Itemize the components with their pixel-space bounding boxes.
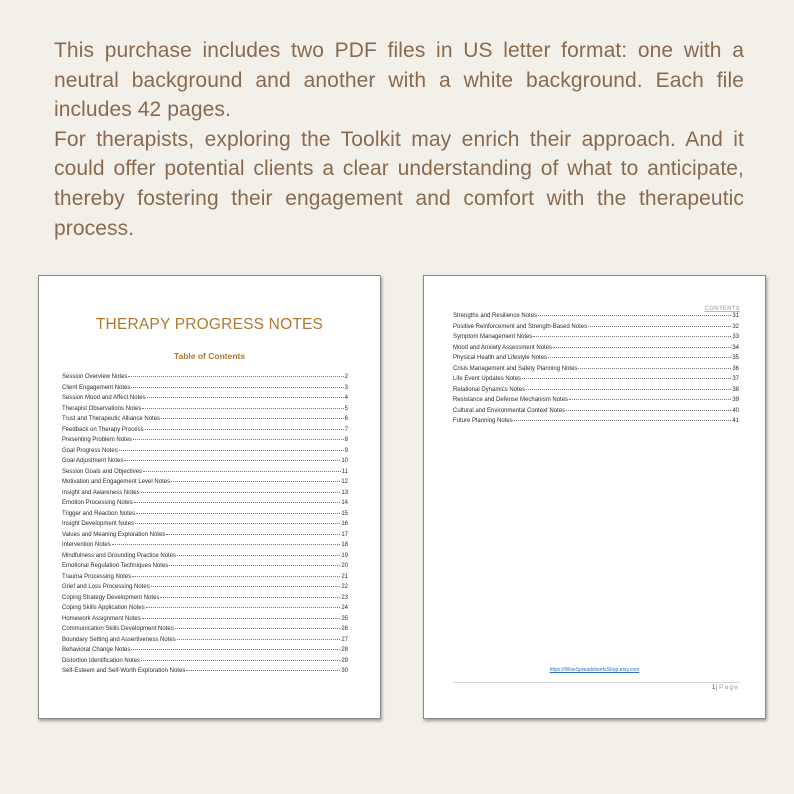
toc-dot-leader xyxy=(175,628,341,629)
toc-entry-page: 16 xyxy=(341,521,348,527)
toc-dot-leader xyxy=(142,408,343,409)
toc-entry-page: 20 xyxy=(341,563,348,569)
toc-entry-page: 15 xyxy=(341,510,348,517)
toc-entry-page: 35 xyxy=(732,355,739,361)
toc-entry-page: 40 xyxy=(732,407,739,414)
toc-entry-title: Boundary Setting and Assertiveness Notes xyxy=(62,636,176,643)
page-number-separator: | xyxy=(715,684,718,691)
toc-entry-title: Behavioral Change Notes xyxy=(62,647,131,653)
shop-link[interactable]: https://WiseSpreadsheetsShop.etsy.com xyxy=(549,667,640,673)
toc-entry[interactable] xyxy=(62,521,348,532)
toc-entry-page: 7 xyxy=(344,426,348,433)
toc-entry-page: 22 xyxy=(341,584,348,590)
toc-dot-leader xyxy=(145,429,344,430)
toc-entry-title: Goal Progress Notes xyxy=(62,447,118,454)
toc-dot-leader xyxy=(141,492,341,493)
toc-entry-page: 21 xyxy=(341,573,348,580)
toc-entry-page: 8 xyxy=(344,437,348,443)
toc-entry[interactable] xyxy=(62,616,348,627)
toc-entry[interactable] xyxy=(453,313,739,324)
toc-dot-leader xyxy=(135,523,340,524)
toc-entry-title: Emotional Regulation Techniques Notes xyxy=(62,563,169,569)
toc-entry-page: 32 xyxy=(732,323,739,330)
toc-dot-leader xyxy=(134,502,341,503)
toc-dot-leader xyxy=(160,597,340,598)
toc-entry-title: Goal Adjustment Notes xyxy=(62,458,124,464)
toc-dot-leader xyxy=(147,397,344,398)
toc-entry[interactable] xyxy=(62,626,348,637)
toc-entry-page: 10 xyxy=(341,458,348,464)
page-number-value: 1 xyxy=(711,684,716,691)
toc-entry-page: 9 xyxy=(344,447,348,454)
toc-dot-leader xyxy=(177,639,341,640)
toc-entry-title: Mood and Anxiety Assessment Notes xyxy=(453,344,553,351)
toc-dot-leader xyxy=(124,460,340,461)
toc-entry-page: 24 xyxy=(341,605,348,611)
toc-entry-title: Emotion Processing Notes xyxy=(62,500,133,506)
toc-entry-page: 4 xyxy=(344,395,348,401)
toc-entry[interactable] xyxy=(62,395,348,406)
toc-entry-page: 17 xyxy=(341,531,348,538)
toc-entry-page: 13 xyxy=(341,489,348,496)
toc-dot-leader xyxy=(141,660,340,661)
toc-entry[interactable] xyxy=(62,458,348,469)
toc-entry-title: Session Mood and Affect Notes xyxy=(62,395,146,401)
toc-entry[interactable] xyxy=(453,355,739,366)
toc-dot-leader xyxy=(514,420,732,421)
toc-entry[interactable] xyxy=(453,345,739,356)
toc-entry-title: Therapist Observations Notes xyxy=(62,405,142,412)
toc-dot-leader xyxy=(136,513,340,514)
toc-entry-title: Life Event Updates Notes xyxy=(453,376,522,382)
toc-entry[interactable] xyxy=(453,366,739,377)
toc-entry-page: 18 xyxy=(341,542,348,548)
toc-dot-leader xyxy=(131,387,343,388)
toc-entry[interactable] xyxy=(62,553,348,564)
toc-dot-leader xyxy=(112,544,341,545)
toc-entry-page: 41 xyxy=(732,418,739,424)
contents-label: CONTENTS xyxy=(704,306,740,312)
toc-entry[interactable] xyxy=(62,437,348,448)
toc-entry-page: 14 xyxy=(341,500,348,506)
toc-entry[interactable] xyxy=(62,448,348,459)
toc-entry-page: 28 xyxy=(341,647,348,653)
toc-entry[interactable] xyxy=(62,605,348,616)
toc-entry-title: Resistance and Defense Mechanism Notes xyxy=(453,397,569,403)
toc-entry-title: Insight and Awareness Notes xyxy=(62,489,140,496)
toc-list-left xyxy=(62,374,348,679)
toc-entry-title: Insight Development Notes xyxy=(62,521,135,527)
toc-dot-leader xyxy=(569,399,731,400)
toc-entry-title: Relational Dynamics Notes xyxy=(453,386,526,393)
toc-entry-page: 25 xyxy=(341,615,348,622)
toc-entry-page: 2 xyxy=(344,374,348,380)
toc-entry-title: Coping Skills Application Notes xyxy=(62,605,145,611)
toc-entry[interactable] xyxy=(62,406,348,417)
toc-entry-page: 12 xyxy=(341,479,348,485)
toc-entry[interactable] xyxy=(453,418,739,429)
toc-entry-page: 11 xyxy=(341,468,348,475)
toc-entry-page: 23 xyxy=(341,594,348,601)
toc-entry-title: Cultural and Environmental Context Notes xyxy=(453,407,566,414)
toc-entry[interactable] xyxy=(62,479,348,490)
toc-entry-title: Trigger and Reaction Notes xyxy=(62,510,136,517)
toc-dot-leader xyxy=(522,378,731,379)
toc-dot-leader xyxy=(566,410,731,411)
toc-entry-title: Client Engagement Notes xyxy=(62,384,131,391)
toc-entry[interactable] xyxy=(62,668,348,679)
toc-dot-leader xyxy=(131,649,340,650)
toc-entry[interactable] xyxy=(62,563,348,574)
toc-entry-page: 26 xyxy=(341,626,348,632)
toc-entry-title: Coping Strategy Development Notes xyxy=(62,594,160,601)
toc-entry[interactable] xyxy=(453,397,739,408)
toc-entry-page: 34 xyxy=(732,344,739,351)
toc-entry-title: Grief and Loss Processing Notes xyxy=(62,584,150,590)
toc-dot-leader xyxy=(142,618,341,619)
toc-entry[interactable] xyxy=(62,385,348,396)
toc-entry-title: Self-Esteem and Self-Worth Exploration Notes xyxy=(62,668,186,674)
toc-entry[interactable] xyxy=(62,416,348,427)
toc-entry-page: 29 xyxy=(341,657,348,664)
toc-entry-title: Distortion Identification Notes xyxy=(62,657,141,664)
toc-entry-page: 36 xyxy=(732,365,739,372)
intro-paragraph-1: This purchase includes two PDF files in US letter format: one with a neutral background and another with a white background. Each file includes 42 pages. xyxy=(54,39,744,122)
toc-entry-title: Strengths and Resilience Notes xyxy=(453,313,538,319)
toc-dot-leader xyxy=(161,418,344,419)
page-number xyxy=(712,684,739,691)
toc-entry-title: Motivation and Engagement Level Notes xyxy=(62,479,171,485)
toc-entry-page: 6 xyxy=(344,416,348,422)
toc-entry[interactable] xyxy=(62,637,348,648)
toc-entry-title: Trust and Therapeutic Alliance Notes xyxy=(62,416,161,422)
toc-entry[interactable] xyxy=(62,647,348,658)
toc-entry-page: 3 xyxy=(344,384,348,391)
toc-entry-title: Values and Meaning Exploration Notes xyxy=(62,531,166,538)
toc-dot-leader xyxy=(578,368,731,369)
toc-entry[interactable] xyxy=(62,511,348,522)
toc-entry-page: 33 xyxy=(732,334,739,340)
toc-entry-title: Mindfulness and Grounding Practice Notes xyxy=(62,552,177,559)
toc-entry[interactable] xyxy=(62,532,348,543)
toc-dot-leader xyxy=(177,555,340,556)
toc-page-preview-left xyxy=(38,275,381,719)
toc-dot-leader xyxy=(119,450,344,451)
toc-entry[interactable] xyxy=(62,542,348,553)
toc-entry[interactable] xyxy=(62,374,348,385)
toc-dot-leader xyxy=(132,576,340,577)
toc-entry[interactable] xyxy=(62,469,348,480)
toc-entry-page: 27 xyxy=(341,636,348,643)
toc-dot-leader xyxy=(128,376,343,377)
document-title: THERAPY PROGRESS NOTES xyxy=(95,316,324,333)
toc-dot-leader xyxy=(151,586,341,587)
toc-entry-title: Session Goals and Objectives xyxy=(62,468,143,475)
page-number-word: Page xyxy=(719,684,739,691)
toc-list-right xyxy=(453,313,739,429)
toc-dot-leader xyxy=(171,481,340,482)
toc-entry-page: 37 xyxy=(732,376,739,382)
toc-entry[interactable] xyxy=(62,584,348,595)
footer-divider xyxy=(453,682,740,683)
toc-entry-page: 39 xyxy=(732,397,739,403)
toc-entry[interactable] xyxy=(62,658,348,669)
toc-entry-title: Crisis Management and Safety Planning Notes xyxy=(453,365,578,372)
toc-dot-leader xyxy=(548,357,731,358)
intro-paragraph-2: For therapists, exploring the Toolkit may enrich their approach. And it could offer potential clients a clear understanding of what to anticipate, thereby fostering their engagement and comfort with the therapeutic process. xyxy=(54,127,744,240)
toc-entry-page: 5 xyxy=(344,405,348,412)
toc-dot-leader xyxy=(186,670,340,671)
toc-entry-page: 31 xyxy=(732,313,739,319)
toc-entry[interactable] xyxy=(62,490,348,501)
toc-entry[interactable] xyxy=(453,408,739,419)
toc-entry[interactable] xyxy=(453,334,739,345)
toc-dot-leader xyxy=(166,534,340,535)
toc-heading: Table of Contents xyxy=(173,351,246,361)
toc-entry[interactable] xyxy=(453,387,739,398)
toc-entry-title: Communication Skills Development Notes xyxy=(62,626,174,632)
toc-entry-title: Intervention Notes xyxy=(62,542,111,548)
toc-dot-leader xyxy=(538,315,731,316)
toc-entry-title: Future Planning Notes xyxy=(453,418,513,424)
toc-entry-title: Homework Assignment Notes xyxy=(62,615,141,622)
toc-dot-leader xyxy=(133,439,344,440)
toc-entry[interactable] xyxy=(62,427,348,438)
toc-entry-page: 38 xyxy=(732,386,739,393)
toc-entry[interactable] xyxy=(62,574,348,585)
toc-dot-leader xyxy=(526,389,731,390)
toc-entry[interactable] xyxy=(453,376,739,387)
toc-dot-leader xyxy=(143,471,341,472)
toc-dot-leader xyxy=(146,607,341,608)
toc-entry-page: 30 xyxy=(341,668,348,674)
toc-dot-leader xyxy=(553,347,731,348)
toc-entry-title: Presenting Problem Notes xyxy=(62,437,133,443)
toc-entry-title: Feedback on Therapy Process xyxy=(62,426,144,433)
toc-dot-leader xyxy=(169,565,340,566)
toc-entry-title: Symptom Management Notes xyxy=(453,334,533,340)
toc-dot-leader xyxy=(533,336,731,337)
toc-page-preview-right xyxy=(423,275,766,719)
toc-entry-page: 19 xyxy=(341,552,348,559)
toc-entry-title: Session Overview Notes xyxy=(62,374,128,380)
intro-text xyxy=(54,36,744,243)
toc-entry-title: Trauma Processing Notes xyxy=(62,573,132,580)
toc-entry[interactable] xyxy=(62,595,348,606)
toc-dot-leader xyxy=(588,326,731,327)
toc-entry-title: Physical Health and Lifestyle Notes xyxy=(453,355,548,361)
toc-entry-title: Positive Reinforcement and Strength-Based Notes xyxy=(453,323,588,330)
toc-entry[interactable] xyxy=(453,324,739,335)
toc-entry[interactable] xyxy=(62,500,348,511)
